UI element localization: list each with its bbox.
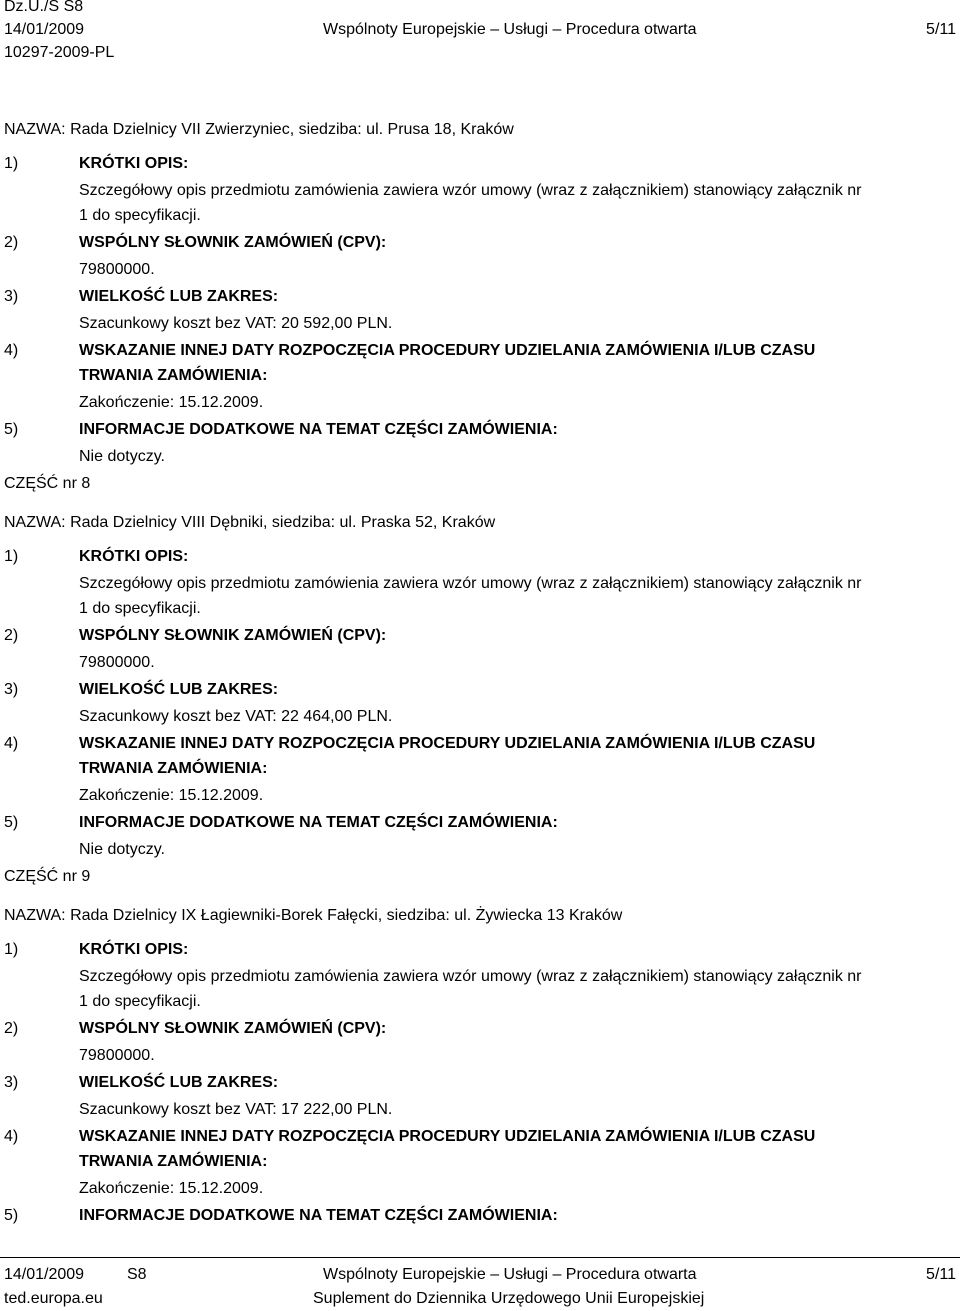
section-number: 3) [4, 1074, 19, 1091]
footer-date: 14/01/2009 [4, 1266, 85, 1283]
additional-info-text: Nie dotyczy. [79, 448, 165, 465]
section-number: 4) [4, 342, 19, 359]
lot-name: NAZWA: Rada Dzielnicy IX Łagiewniki-Borek Fałęcki, siedziba: ul. Żywiecka 13 Kraków [4, 907, 623, 924]
section-heading-short-description: KRÓTKI OPIS: [79, 941, 189, 958]
short-description-text: 1 do specyfikacji. [79, 600, 201, 617]
section-number: 1) [4, 941, 19, 958]
section-number: 1) [4, 155, 19, 172]
section-number: 3) [4, 681, 19, 698]
estimated-cost: Szacunkowy koszt bez VAT: 17 222,00 PLN. [79, 1101, 393, 1118]
cpv-code: 79800000. [79, 1047, 155, 1064]
footer-rule [0, 1257, 960, 1258]
completion-date: Zakończenie: 15.12.2009. [79, 394, 264, 411]
section-number: 4) [4, 1128, 19, 1145]
section-heading-cpv: WSPÓLNY SŁOWNIK ZAMÓWIEŃ (CPV): [79, 1020, 387, 1037]
section-heading-cpv: WSPÓLNY SŁOWNIK ZAMÓWIEŃ (CPV): [79, 234, 387, 251]
section-heading-quantity: WIELKOŚĆ LUB ZAKRES: [79, 681, 279, 698]
short-description-text: Szczegółowy opis przedmiotu zamówienia zawiera wzór umowy (wraz z załącznikiem) stanowiący załącznik nr [79, 182, 862, 199]
section-heading-duration: WSKAZANIE INNEJ DATY ROZPOCZĘCIA PROCEDURY UDZIELANIA ZAMÓWIENIA I/LUB CZASU [79, 1128, 816, 1145]
estimated-cost: Szacunkowy koszt bez VAT: 22 464,00 PLN. [79, 708, 393, 725]
section-number: 1) [4, 548, 19, 565]
section-heading-duration: TRWANIA ZAMÓWIENIA: [79, 367, 268, 384]
section-number: 2) [4, 234, 19, 251]
completion-date: Zakończenie: 15.12.2009. [79, 787, 264, 804]
section-heading-cpv: WSPÓLNY SŁOWNIK ZAMÓWIEŃ (CPV): [79, 627, 387, 644]
completion-date: Zakończenie: 15.12.2009. [79, 1180, 264, 1197]
section-heading-quantity: WIELKOŚĆ LUB ZAKRES: [79, 1074, 279, 1091]
section-number: 3) [4, 288, 19, 305]
section-heading-quantity: WIELKOŚĆ LUB ZAKRES: [79, 288, 279, 305]
footer-site: ted.europa.eu [4, 1290, 103, 1307]
part-heading: CZĘŚĆ nr 9 [4, 868, 91, 885]
footer-series: S8 [127, 1266, 147, 1283]
short-description-text: 1 do specyfikacji. [79, 207, 201, 224]
header-title: Wspólnoty Europejskie – Usługi – Procedura otwarta [323, 21, 697, 38]
doc-number: 10297-2009-PL [4, 44, 115, 61]
footer-subtitle: Suplement do Dziennika Urzędowego Unii Europejskiej [313, 1290, 705, 1307]
section-number: 2) [4, 1020, 19, 1037]
part-heading: CZĘŚĆ nr 8 [4, 475, 91, 492]
cpv-code: 79800000. [79, 654, 155, 671]
section-number: 2) [4, 627, 19, 644]
section-heading-duration: TRWANIA ZAMÓWIENIA: [79, 1153, 268, 1170]
section-heading-duration: TRWANIA ZAMÓWIENIA: [79, 760, 268, 777]
section-number: 5) [4, 814, 19, 831]
footer-page-number: 5/11 [926, 1266, 956, 1283]
section-heading-additional-info: INFORMACJE DODATKOWE NA TEMAT CZĘŚCI ZAMÓWIENIA: [79, 814, 558, 831]
section-heading-additional-info: INFORMACJE DODATKOWE NA TEMAT CZĘŚCI ZAMÓWIENIA: [79, 421, 558, 438]
estimated-cost: Szacunkowy koszt bez VAT: 20 592,00 PLN. [79, 315, 393, 332]
header-date: 14/01/2009 [4, 21, 85, 38]
lot-name: NAZWA: Rada Dzielnicy VIII Dębniki, siedziba: ul. Praska 52, Kraków [4, 514, 496, 531]
short-description-text: 1 do specyfikacji. [79, 993, 201, 1010]
section-heading-additional-info: INFORMACJE DODATKOWE NA TEMAT CZĘŚCI ZAMÓWIENIA: [79, 1207, 558, 1224]
section-heading-duration: WSKAZANIE INNEJ DATY ROZPOCZĘCIA PROCEDURY UDZIELANIA ZAMÓWIENIA I/LUB CZASU [79, 735, 816, 752]
header-page-number: 5/11 [926, 21, 956, 38]
section-number: 4) [4, 735, 19, 752]
section-heading-short-description: KRÓTKI OPIS: [79, 155, 189, 172]
additional-info-text: Nie dotyczy. [79, 841, 165, 858]
footer-title: Wspólnoty Europejskie – Usługi – Procedura otwarta [323, 1266, 697, 1283]
section-heading-duration: WSKAZANIE INNEJ DATY ROZPOCZĘCIA PROCEDURY UDZIELANIA ZAMÓWIENIA I/LUB CZASU [79, 342, 816, 359]
section-heading-short-description: KRÓTKI OPIS: [79, 548, 189, 565]
cpv-code: 79800000. [79, 261, 155, 278]
lot-name: NAZWA: Rada Dzielnicy VII Zwierzyniec, siedziba: ul. Prusa 18, Kraków [4, 121, 514, 138]
section-number: 5) [4, 421, 19, 438]
doc-reference: Dz.U./S S8 [4, 0, 84, 15]
short-description-text: Szczegółowy opis przedmiotu zamówienia zawiera wzór umowy (wraz z załącznikiem) stanowiący załącznik nr [79, 968, 862, 985]
short-description-text: Szczegółowy opis przedmiotu zamówienia zawiera wzór umowy (wraz z załącznikiem) stanowiący załącznik nr [79, 575, 862, 592]
section-number: 5) [4, 1207, 19, 1224]
